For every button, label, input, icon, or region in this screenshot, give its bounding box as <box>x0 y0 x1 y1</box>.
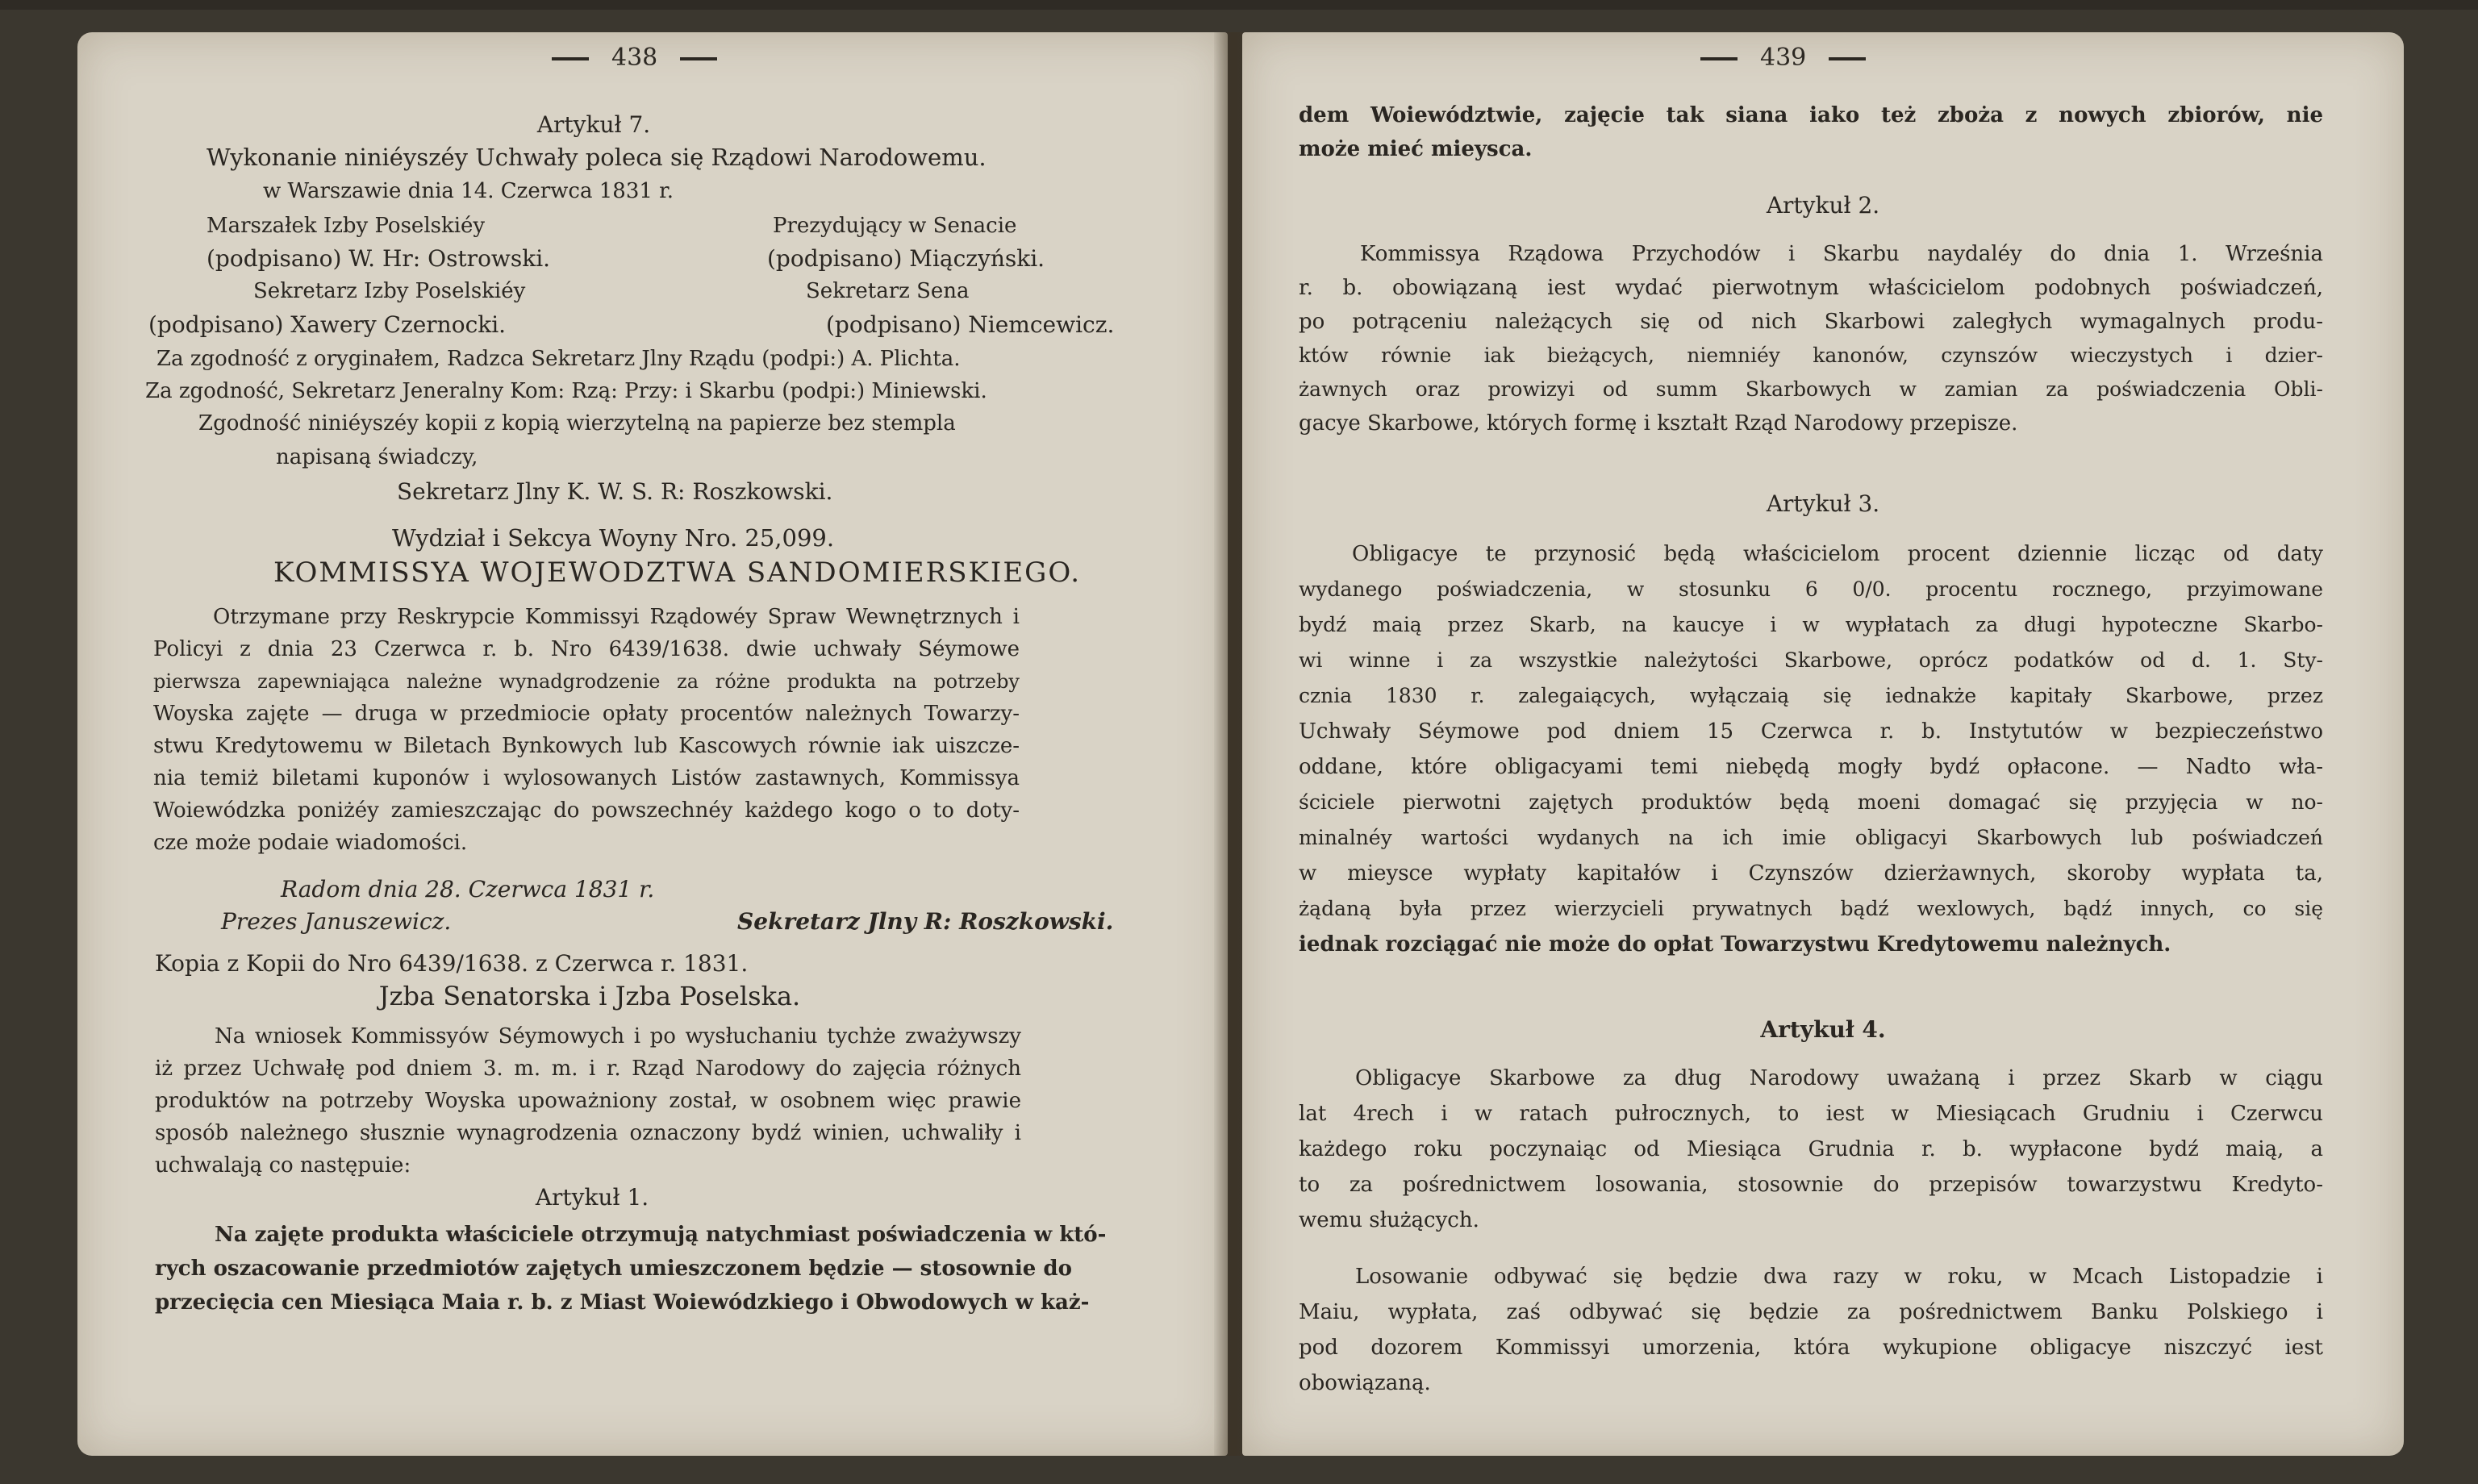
text-line: w Warszawie dnia 14. Czerwca 1831 r. <box>263 179 674 203</box>
text-line: uchwalają co następuie: <box>155 1153 411 1178</box>
text-line: Otrzymane przy Reskrypcie Kommissyi Rządowéy Spraw Wewnętrznych i <box>213 605 1020 629</box>
section-heading: Jzba Senatorska i Jzba Poselska. <box>378 981 801 1011</box>
article-heading: Artykuł 3. <box>1766 490 1880 517</box>
top-shadow <box>0 0 2478 10</box>
text-line: Obligacye te przynosić będą właścicielom procent dziennie licząc od daty <box>1352 542 2323 566</box>
text-line: iednak rozciągać nie może do opłat Towarzystwu Kredytowemu należnych. <box>1299 932 2171 957</box>
left-page <box>77 32 1228 1456</box>
text-line: cze może podaie wiadomości. <box>153 831 468 855</box>
page-number-text: 439 <box>1760 44 1807 72</box>
text-line: lat 4rech i w ratach pułrocznych, to iest w Miesiącach Grudniu i Czerwcu <box>1299 1102 2323 1126</box>
text-line: może mieć mieysca. <box>1299 137 1533 161</box>
text-line: Obligacye Skarbowe za dług Narodowy uważaną i przez Skarb w ciągu <box>1355 1066 2323 1090</box>
text-line: iż przez Uchwałę pod dniem 3. m. m. i r. Rząd Narodowy do zajęcia różnych <box>155 1057 1021 1081</box>
text-line: w mieysce wypłaty kapitałów i Czynszów dzierżawnych, skoroby wypłata ta, <box>1299 861 2323 886</box>
text-line: Za zgodność, Sekretarz Jeneralny Kom: Rzą: Przy: i Skarbu (podpi:) Miniewski. <box>145 379 987 403</box>
text-line: Marszałek Izby Poselskiéy <box>206 214 486 238</box>
text-line: (podpisano) Miączyński. <box>767 245 1045 272</box>
page-number-text: 438 <box>611 44 658 72</box>
text-line: Za zgodność z oryginałem, Radzca Sekretarz Jlny Rządu (podpi:) A. Plichta. <box>156 347 961 371</box>
article-heading: Artykuł 7. <box>536 111 651 138</box>
page-number-dash <box>680 57 717 60</box>
text-line: któw równie iak bieżących, niemniéy kanonów, czynszów wieczystych i dzier- <box>1299 344 2323 367</box>
text-line: wemu służących. <box>1299 1208 1479 1232</box>
text-line: dem Woiewództwie, zajęcie tak siana iako też zboża z nowych zbiorów, nie <box>1299 103 2323 127</box>
text-line: (podpisano) W. Hr: Ostrowski. <box>206 245 551 272</box>
text-line: Wykonanie niniéyszéy Uchwały poleca się Rządowi Narodowemu. <box>206 144 987 171</box>
text-line: Losowanie odbywać się będzie dwa razy w roku, w Mcach Listopadzie i <box>1355 1265 2323 1289</box>
text-line: żądaną była przez wierzycieli prywatnych bądź wexlowych, bądź innych, co się <box>1299 897 2323 920</box>
text-line: ściciele pierwotni zajętych produktów będą moeni domagać się przyjęcia w no- <box>1299 790 2323 814</box>
text-line: Radom dnia 28. Czerwca 1831 r. <box>281 876 655 902</box>
text-line: Na zajęte produkta właściciele otrzymują natychmiast poświadczenia w któ- <box>215 1223 1107 1247</box>
text-line: każdego roku poczynaiąc od Miesiąca Grudnia r. b. wypłacone bydź maią, a <box>1299 1137 2323 1161</box>
section-heading: KOMMISSYA WOJEWODZTWA SANDOMIERSKIEGO. <box>273 556 1082 589</box>
text-line: Wydział i Sekcya Woyny Nro. 25,099. <box>392 524 835 552</box>
text-line: (podpisano) Xawery Czernocki. <box>148 311 507 338</box>
right-page <box>1242 32 2404 1456</box>
text-line: gacye Skarbowe, których formę i kształt Rząd Narodowy przepisze. <box>1299 411 2018 436</box>
text-line: Kommissya Rządowa Przychodów i Skarbu naydaléy do dnia 1. Września <box>1360 242 2323 266</box>
text-line: Sekretarz Sena <box>806 279 970 303</box>
page-number-dash <box>1829 57 1866 60</box>
article-heading: Artykuł 4. <box>1760 1016 1886 1043</box>
text-line: Sekretarz Izby Poselskiéy <box>253 279 526 303</box>
text-line: wydanego poświadczenia, w stosunku 6 0/0. procentu rocznego, przyimowane <box>1299 577 2323 601</box>
text-line: r. b. obowiązaną iest wydać pierwotnym właścicielom podobnych poświadczeń, <box>1299 276 2323 300</box>
text-line: Uchwały Séymowe pod dniem 15 Czerwca r. b. Instytutów w bezpieczeństwo <box>1299 719 2323 744</box>
text-line: nia temiż biletami kuponów i wylosowanych Listów zastawnych, Kommissya <box>153 766 1020 790</box>
text-line: po potrąceniu należących się od nich Skarbowi zaległych wymagalnych produ- <box>1299 310 2323 334</box>
page-number-left <box>529 44 740 72</box>
text-line: Sekretarz Jlny K. W. S. R: Roszkowski. <box>397 478 833 505</box>
text-line: Policyi z dnia 23 Czerwca r. b. Nro 6439/1638. dwie uchwały Séymowe <box>153 637 1020 661</box>
text-line: rych oszacowanie przedmiotów zajętych umieszczonem będzie — stosownie do <box>155 1257 1072 1281</box>
text-line: Prezydujący w Senacie <box>773 214 1017 238</box>
text-line: przecięcia cen Miesiąca Maia r. b. z Miast Woiewódzkiego i Obwodowych w każ- <box>155 1290 1090 1315</box>
text-line: stwu Kredytowemu w Biletach Bynkowych lub Kascowych równie iak uiszcze- <box>153 734 1020 758</box>
text-line: minalnéy wartości wydanych na ich imie obligacyi Skarbowych lub poświadczeń <box>1299 826 2323 849</box>
text-line: Woyska zajęte — druga w przedmiocie opłaty procentów należnych Towarzy- <box>153 702 1020 726</box>
article-heading: Artykuł 1. <box>535 1184 649 1211</box>
text-line: to za pośrednictwem losowania, stosownie do przepisów towarzystwu Kredyto- <box>1299 1173 2323 1197</box>
page-number-dash <box>1700 57 1738 60</box>
text-line: żawnych oraz prowizyi od summ Skarbowych w zamian za poświadczenia Obli- <box>1299 377 2323 401</box>
text-line: produktów na potrzeby Woyska upoważniony został, w osobnem więc prawie <box>155 1089 1021 1113</box>
text-line: Woiewódzka poniżéy zamieszczając do powszechnéy każdego kogo o to doty- <box>153 798 1020 823</box>
text-line: Maiu, wypłata, zaś odbywać się będzie za pośrednictwem Banku Polskiego i <box>1299 1300 2323 1324</box>
text-line: Na wniosek Kommissyów Séymowych i po wysłuchaniu tychże zważywszy <box>215 1024 1021 1048</box>
text-line: (podpisano) Niemcewicz. <box>826 311 1115 338</box>
text-line: obowiązaną. <box>1299 1371 1431 1395</box>
text-line: sposób należnego słusznie wynagrodzenia oznaczony bydź winien, uchwaliły i <box>155 1121 1021 1145</box>
article-heading: Artykuł 2. <box>1766 192 1880 219</box>
text-line: oddane, które obligacyami temi niebędą mogły bydź opłacone. — Nadto wła- <box>1299 755 2323 779</box>
page-number-right <box>1678 44 1888 72</box>
text-line: Sekretarz Jlny R: Roszkowski. <box>737 908 1114 935</box>
text-line: Prezes Januszewicz. <box>221 908 452 935</box>
text-line: napisaną świadczy, <box>276 445 478 469</box>
text-line: cznia 1830 r. zalegaiących, wyłączaią się iednakże kapitały Skarbowe, przez <box>1299 684 2323 707</box>
text-line: wi winne i za wszystkie należytości Skarbowe, oprócz podatków od d. 1. Sty- <box>1299 648 2323 672</box>
text-line: bydź maią przez Skarb, na kaucye i w wypłatach za długi hypoteczne Skarbo- <box>1299 613 2323 636</box>
text-line: pod dozorem Kommissyi umorzenia, która wykupione obligacye niszczyć iest <box>1299 1336 2323 1360</box>
text-line: pierwsza zapewniająca należne wynadgrodzenie za różne produkta na potrzeby <box>153 670 1020 693</box>
page-number-dash <box>552 57 589 60</box>
text-line: Kopia z Kopii do Nro 6439/1638. z Czerwca r. 1831. <box>155 950 749 977</box>
text-line: Zgodność niniéyszéy kopii z kopią wierzytelną na papierze bez stempla <box>198 411 956 436</box>
